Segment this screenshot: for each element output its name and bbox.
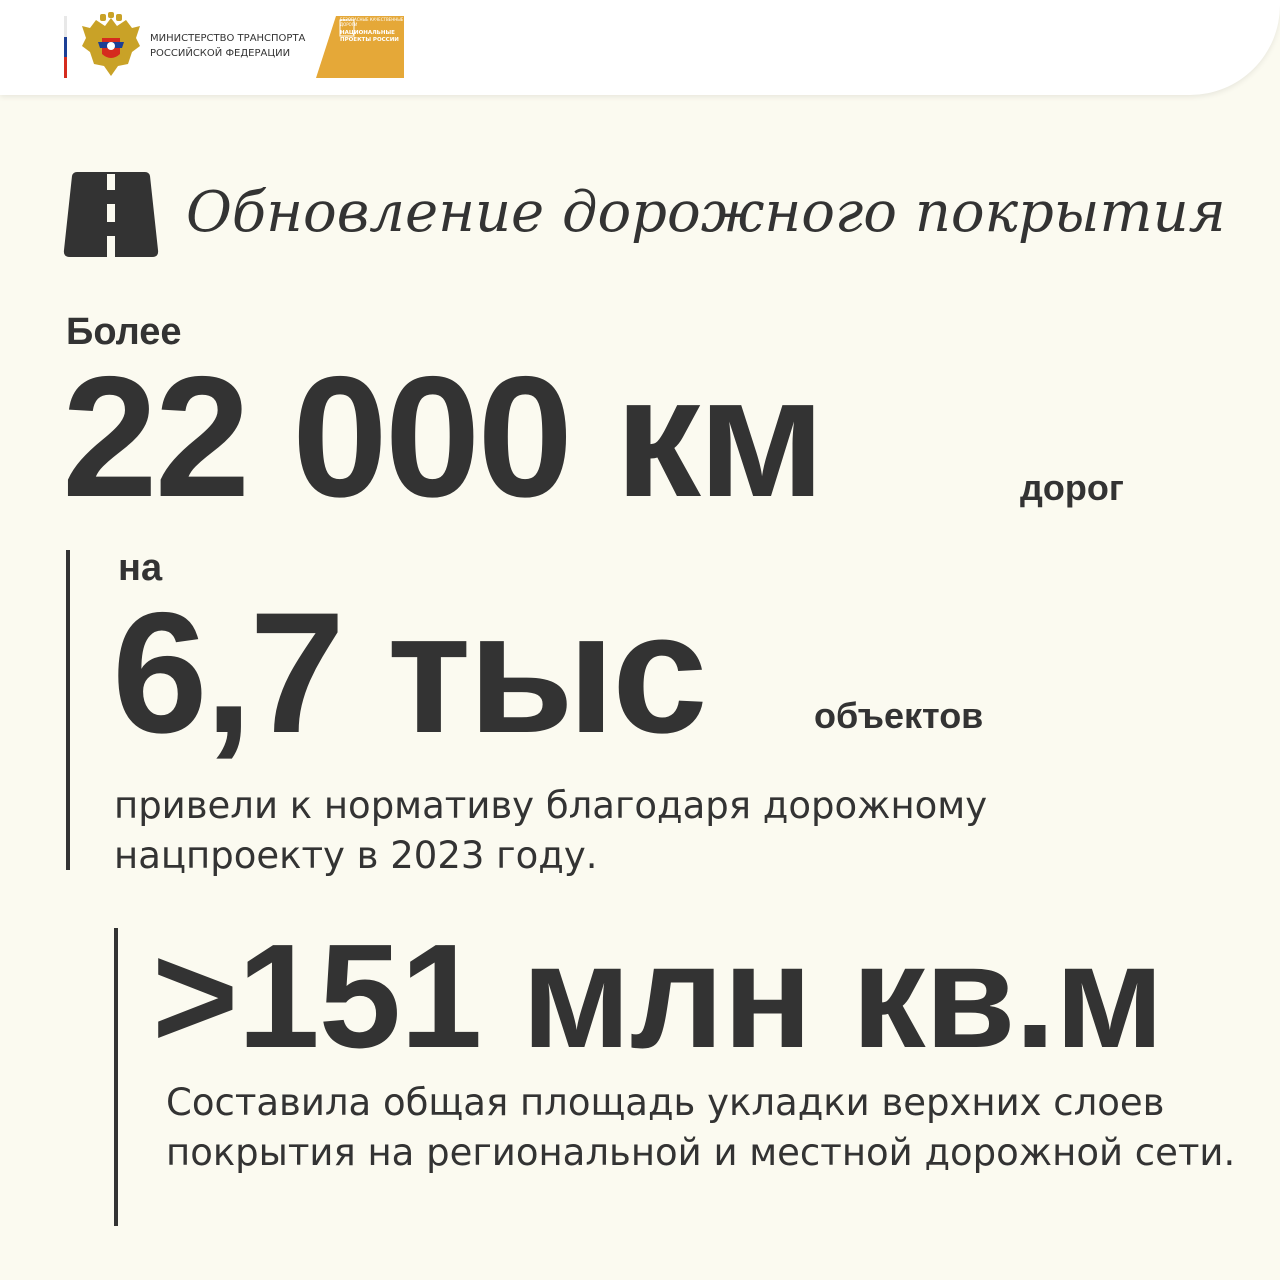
stat3-accent-bar: [114, 928, 118, 1226]
stat2-suffix: объектов: [814, 695, 984, 736]
np-logo-small-text: БЕЗОПАСНЫЕ КАЧЕСТВЕННЫЕ ДОРОГИ: [340, 17, 404, 27]
stat1-value: 22 000 км: [62, 341, 823, 533]
stat2-prefix: на: [118, 547, 163, 589]
ministry-line-1: МИНИСТЕРСТВО ТРАНСПОРТА: [150, 33, 306, 44]
road-icon: [63, 170, 159, 258]
page-title: Обновление дорожного покрытия: [186, 180, 1226, 245]
np-logo-big-text: НАЦИОНАЛЬНЫЕ ПРОЕКТЫ РОССИИ: [340, 30, 399, 43]
header-bar: [0, 0, 1280, 95]
stat3-description: Составила общая площадь укладки верхних слоев покрытия на региональной и местной дорожной сети.: [166, 1081, 1236, 1174]
russian-flag-stripe: [64, 16, 67, 78]
stat2-accent-bar: [66, 550, 70, 870]
stat1-prefix: Более: [66, 311, 182, 353]
stat3-value: >151 млн кв.м: [152, 914, 1164, 1079]
ministry-name: [150, 31, 320, 61]
ministry-line-2: РОССИЙСКОЙ ФЕДЕРАЦИИ: [150, 48, 291, 59]
stat2-value: 6,7 тыс: [112, 577, 705, 769]
stat1-suffix: дорог: [1020, 467, 1124, 508]
stat2-description: привели к нормативу благодаря дорожному нацпроекту в 2023 году.: [114, 784, 988, 877]
coat-of-arms-icon: [78, 12, 144, 82]
